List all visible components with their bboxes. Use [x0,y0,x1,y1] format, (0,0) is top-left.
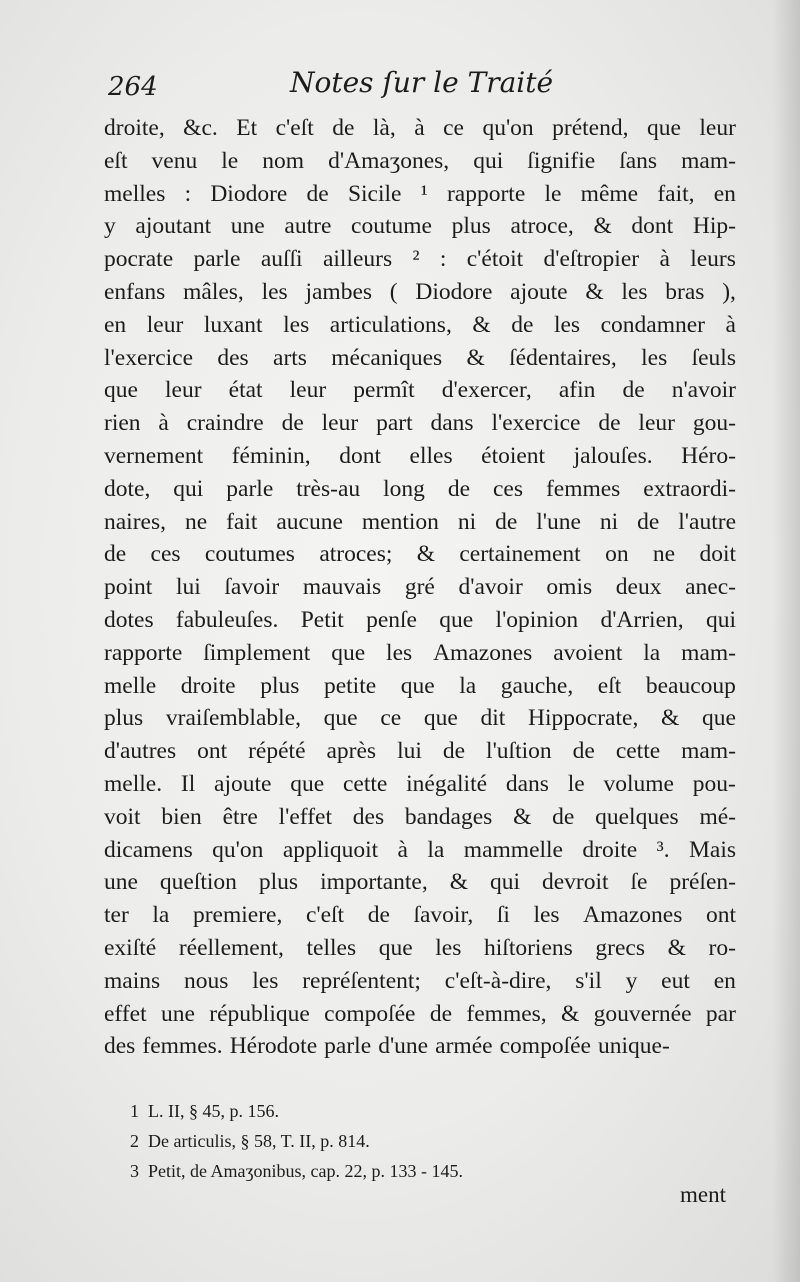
text-line: melle. Il ajoute que cette inégalité dans le volume pou- [104,770,736,797]
text-line: eſt venu le nom d'Amaʒones, qui ſignifie ſans mam- [104,147,736,174]
text-line: que leur état leur permît d'exercer, afin de n'avoir [104,377,736,404]
body-text [104,112,736,1063]
text-line: ter la premiere, c'eſt de ſavoir, ſi les Amazones ont [104,902,736,929]
text-line: d'autres ont répété après lui de l'uſtion de cette mam- [104,738,736,765]
text-line: de ces coutumes atroces; & certainement on ne doit [104,541,736,568]
text-line: enfans mâles, les jambes ( Diodore ajoute & les bras ), [104,278,736,305]
text-line: rapporte ſimplement que les Amazones avoient la mam- [104,639,736,666]
text-line: naires, ne fait aucune mention ni de l'une ni de l'autre [104,508,736,535]
text-line: pocrate parle auſſi ailleurs ² : c'étoit d'eſtropier à leurs [104,246,736,273]
text-line: vernement féminin, dont elles étoient jalouſes. Héro- [104,442,736,469]
text-line: point lui ſavoir mauvais gré d'avoir omis deux anec- [104,574,736,601]
text-line: y ajoutant une autre coutume plus atroce, & dont Hip- [104,213,736,240]
running-title: Notes ſur le Traité [290,66,554,99]
text-line: mains nous les repréſentent; c'eſt-à-dire, s'il y eut en [104,967,736,994]
footnote: 3 Petit, de Amaʒonibus, cap. 22, p. 133 - 145. [130,1161,463,1181]
footnotes [130,1096,730,1186]
text-line: droite, &c. Et c'eſt de là, à ce qu'on prétend, que leur [104,115,736,141]
text-line: en leur luxant les articulations, & de les condamner à [104,311,736,338]
running-head [108,66,738,106]
page-edge-shadow [772,0,800,1282]
text-line: dotes fabuleuſes. Petit penſe que l'opinion d'Arrien, qui [104,606,736,633]
text-line: une queſtion plus importante, & qui devroit ſe préſen- [104,869,736,896]
catchword: ment [680,1182,726,1207]
text-line: dicamens qu'on appliquoit à la mammelle droite ³. Mais [104,836,736,863]
text-line: voit bien être l'effet des bandages & de quelques mé- [104,803,736,830]
page-number: 264 [108,72,158,102]
text-line: melle droite plus petite que la gauche, eſt beaucoup [104,672,736,699]
text-line: rien à craindre de leur part dans l'exercice de leur gou- [104,410,736,437]
text-line: effet une république compoſée de femmes, & gouvernée par [104,1000,736,1027]
text-line: exiſté réellement, telles que les hiſtoriens grecs & ro- [104,934,736,961]
text-line: dote, qui parle très-au long de ces femmes extraordi- [104,475,736,502]
text-line: plus vraiſemblable, que ce que dit Hippocrate, & que [104,705,736,732]
footnote: 2 De articulis, § 58, T. II, p. 814. [130,1131,370,1151]
footnote: 1 L. II, § 45, p. 156. [130,1101,279,1121]
text-line: l'exercice des arts mécaniques & ſédentaires, les ſeuls [104,344,736,371]
text-line: des femmes. Hérodote parle d'une armée compoſée unique- [104,1033,670,1060]
text-line: melles : Diodore de Sicile ¹ rapporte le même fait, en [104,180,736,207]
